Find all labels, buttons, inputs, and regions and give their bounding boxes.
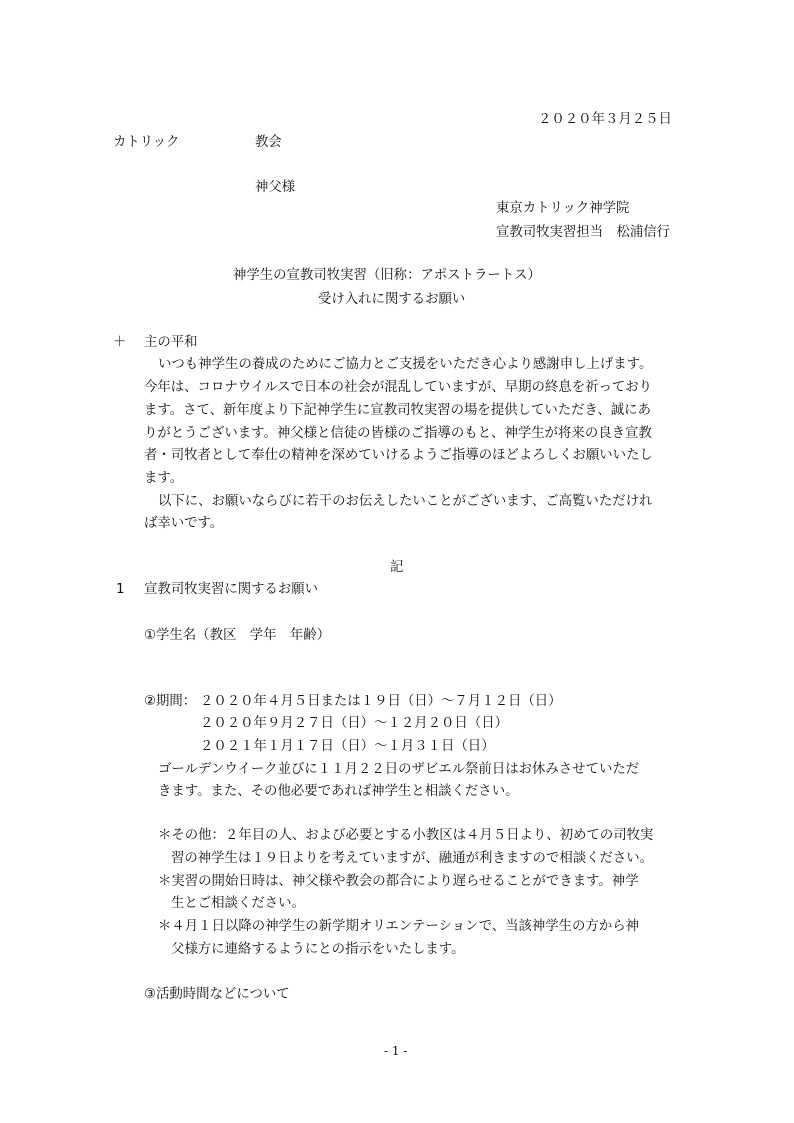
note-line: 生とご相談ください。 [171,896,305,911]
item-period-label: ②期間： [144,694,197,709]
body-line: 以下に、お願いならびに若干のお伝えしたいことがございます、ご高覧いただけれ [158,494,653,509]
body-line: 今年は、コロナウイルスで日本の社会が混乱していますが、早期の終息を祈っており [144,380,653,395]
page-number: - 1 - [384,1044,408,1058]
body-line: ば幸いです。 [144,516,224,531]
item-student-name: ①学生名（教区 学年 年齢） [144,628,331,643]
note-line: ＊実習の開始日時は、神父様や教会の都合により遅らせることができます。神学 [158,874,639,889]
section-title: 宣教司牧実習に関するお願い [144,582,319,597]
item-activity-hours: ③活動時間などについて [144,987,290,1002]
recipient-church-suffix: 教会 [255,135,282,150]
cross-mark: ＋ [113,335,127,350]
letter-title-line1: 神学生の宣教司牧実習（旧称：アポストラートス） [233,268,541,283]
period-line-3: ２０２１年１月１７日（日）～１月３１日（日） [200,739,495,754]
letter-title-line2: 受け入れに関するお願い [318,292,466,307]
ki-heading: 記 [390,560,404,575]
note-line: ＊その他：２年目の人、および必要とする小教区は４月５日より、初めての司牧実 [158,828,654,843]
body-line: ます。さて、新年度より下記神学生に宣教司牧実習の場を提供していただき、誠にあ [144,403,651,418]
recipient-priest: 神父様 [255,180,296,195]
sender-organization: 東京カトリック神学院 [496,201,630,216]
body-line: ます。 [144,471,184,486]
section-number: 1 [116,582,125,597]
body-line: 者・司牧者として奉仕の精神を深めていけるようご指導のほどよろしくお願いいたし [144,448,653,463]
note-line: 父様方に連絡するようにとの指示をいたします。 [171,942,465,957]
recipient-church-prefix: カトリック [113,135,180,150]
sender-person: 宣教司牧実習担当 松浦信行 [496,225,671,240]
letter-date: ２０２０年３月２５日 [538,112,672,127]
greeting-text: 主の平和 [144,335,198,350]
body-line: いつも神学生の養成のためにご協力とご支援をいただき心より感謝申し上げます。 [158,357,653,372]
note-line: ＊４月１日以降の神学生の新学期オリエンテーションで、当該神学生の方から神 [158,919,639,934]
period-line-2: ２０２０年９月２７日（日）～１２月２０日（日） [200,716,508,731]
period-note-line: ゴールデンウイーク並びに１１月２２日のザビエル祭前日はお休みさせていただ [158,762,640,777]
period-note-line: きます。また、その他必要であれば神学生と相談ください。 [158,784,519,799]
period-line-1: ２０２０年４月５日または１９日（日）～７月１２日（日） [200,694,562,709]
body-line: りがとうございます。神父様と信徒の皆様のご指導のもと、神学生が将来の良き宣教 [144,426,652,441]
note-line: 習の神学生は１９日よりを考えていますが、融通が利きますので相談ください。 [171,851,654,866]
